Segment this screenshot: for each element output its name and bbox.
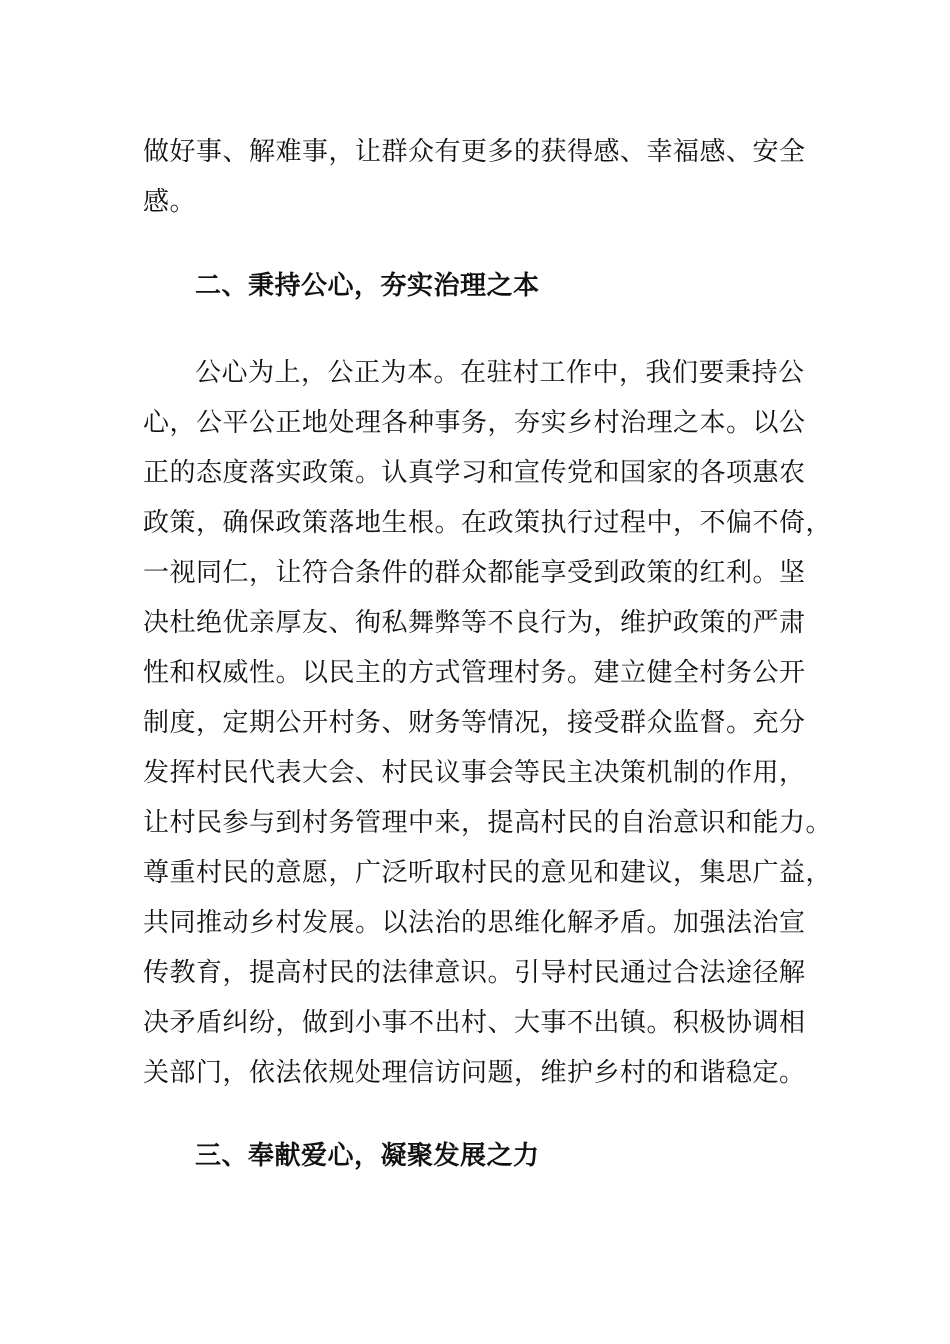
section-2-line-12: 共同推动乡村发展。以法治的思维化解矛盾。加强法治宣 (143, 908, 806, 938)
intro-line-2: 感。 (143, 187, 197, 217)
section-2-line-5: 一视同仁，让符合条件的群众都能享受到政策的红利。坚 (143, 558, 806, 588)
intro-line-1: 做好事、解难事，让群众有更多的获得感、幸福感、安全 (143, 137, 806, 167)
section-2-line-14: 决矛盾纠纷，做到小事不出村、大事不出镇。积极协调相 (143, 1008, 806, 1038)
section-2-line-2: 心，公平公正地处理各种事务，夯实乡村治理之本。以公 (143, 408, 806, 438)
section-2-line-9: 发挥村民代表大会、村民议事会等民主决策机制的作用， (143, 758, 806, 788)
section-3-heading: 三、奉献爱心，凝聚发展之力 (195, 1141, 540, 1171)
section-2-line-1: 公心为上，公正为本。在驻村工作中，我们要秉持公 (195, 358, 805, 388)
section-2-line-7: 性和权威性。以民主的方式管理村务。建立健全村务公开 (143, 658, 806, 688)
section-2-line-6: 决杜绝优亲厚友、徇私舞弊等不良行为，维护政策的严肃 (143, 608, 806, 638)
section-2-line-8: 制度，定期公开村务、财务等情况，接受群众监督。充分 (143, 708, 806, 738)
section-2-line-11: 尊重村民的意愿，广泛听取村民的意见和建议，集思广益， (143, 858, 833, 888)
section-2-line-4: 政策，确保政策落地生根。在政策执行过程中，不偏不倚， (143, 508, 833, 538)
section-2-heading: 二、秉持公心，夯实治理之本 (195, 271, 540, 301)
section-2-line-3: 正的态度落实政策。认真学习和宣传党和国家的各项惠农 (143, 458, 806, 488)
section-2-line-13: 传教育，提高村民的法律意识。引导村民通过合法途径解 (143, 958, 806, 988)
section-2-line-10: 让村民参与到村务管理中来，提高村民的自治意识和能力。 (143, 808, 833, 838)
section-2-line-15: 关部门，依法依规处理信访问题，维护乡村的和谐稳定。 (143, 1058, 806, 1088)
